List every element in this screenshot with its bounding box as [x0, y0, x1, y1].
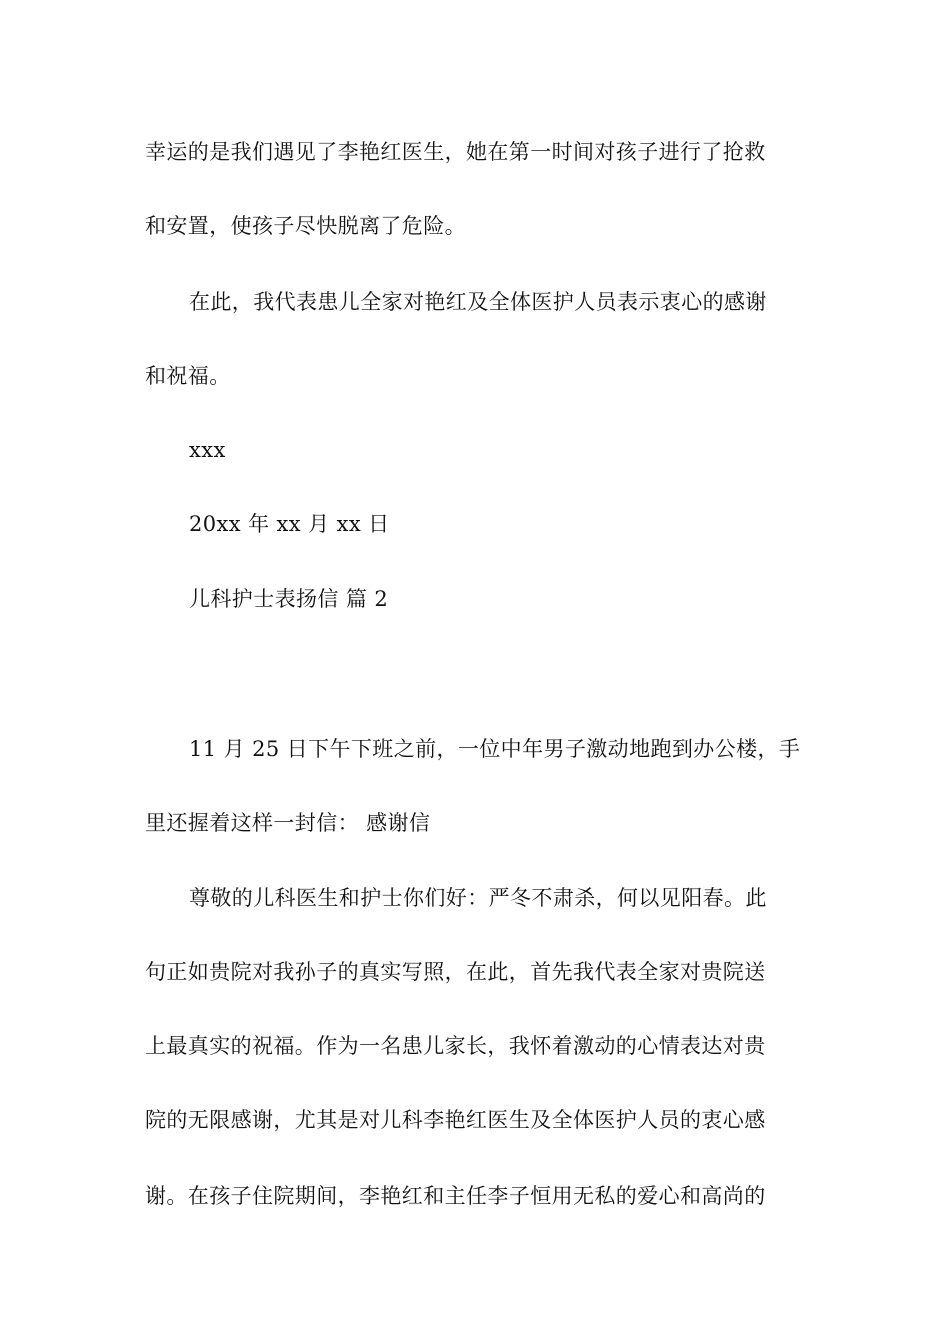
- paragraph-line: 上最真实的祝福。作为一名患儿家长，我怀着激动的心情表达对贵: [145, 1034, 766, 1058]
- paragraph-line: 句正如贵院对我孙子的真实写照，在此，首先我代表全家对贵院送: [145, 960, 766, 984]
- signature-date: 20xx 年 xx 月 xx 日: [189, 512, 390, 536]
- paragraph-line: 幸运的是我们遇见了李艳红医生，她在第一时间对孩子进行了抢救: [145, 140, 766, 164]
- section-heading: 儿科护士表扬信 篇 2: [189, 587, 389, 611]
- paragraph-line: 里还握着这样一封信： 感谢信: [145, 811, 431, 835]
- paragraph-line: 在此，我代表患儿全家对艳红及全体医护人员表示衷心的感谢: [189, 290, 767, 314]
- paragraph-line: 尊敬的儿科医生和护士你们好：严冬不肃杀，何以见阳春。此: [189, 886, 767, 910]
- paragraph-line: 和安置，使孩子尽快脱离了危险。: [145, 214, 466, 238]
- paragraph-line: 和祝福。: [145, 364, 231, 388]
- paragraph-line: 11 月 25 日下午下班之前，一位中年男子激动地跑到办公楼，手: [189, 737, 801, 761]
- signature-name: xxx: [189, 438, 226, 462]
- paragraph-line: 谢。在孩子住院期间，李艳红和主任李子恒用无私的爱心和高尚的: [145, 1184, 766, 1208]
- paragraph-line: 院的无限感谢，尤其是对儿科李艳红医生及全体医护人员的衷心感: [145, 1108, 766, 1132]
